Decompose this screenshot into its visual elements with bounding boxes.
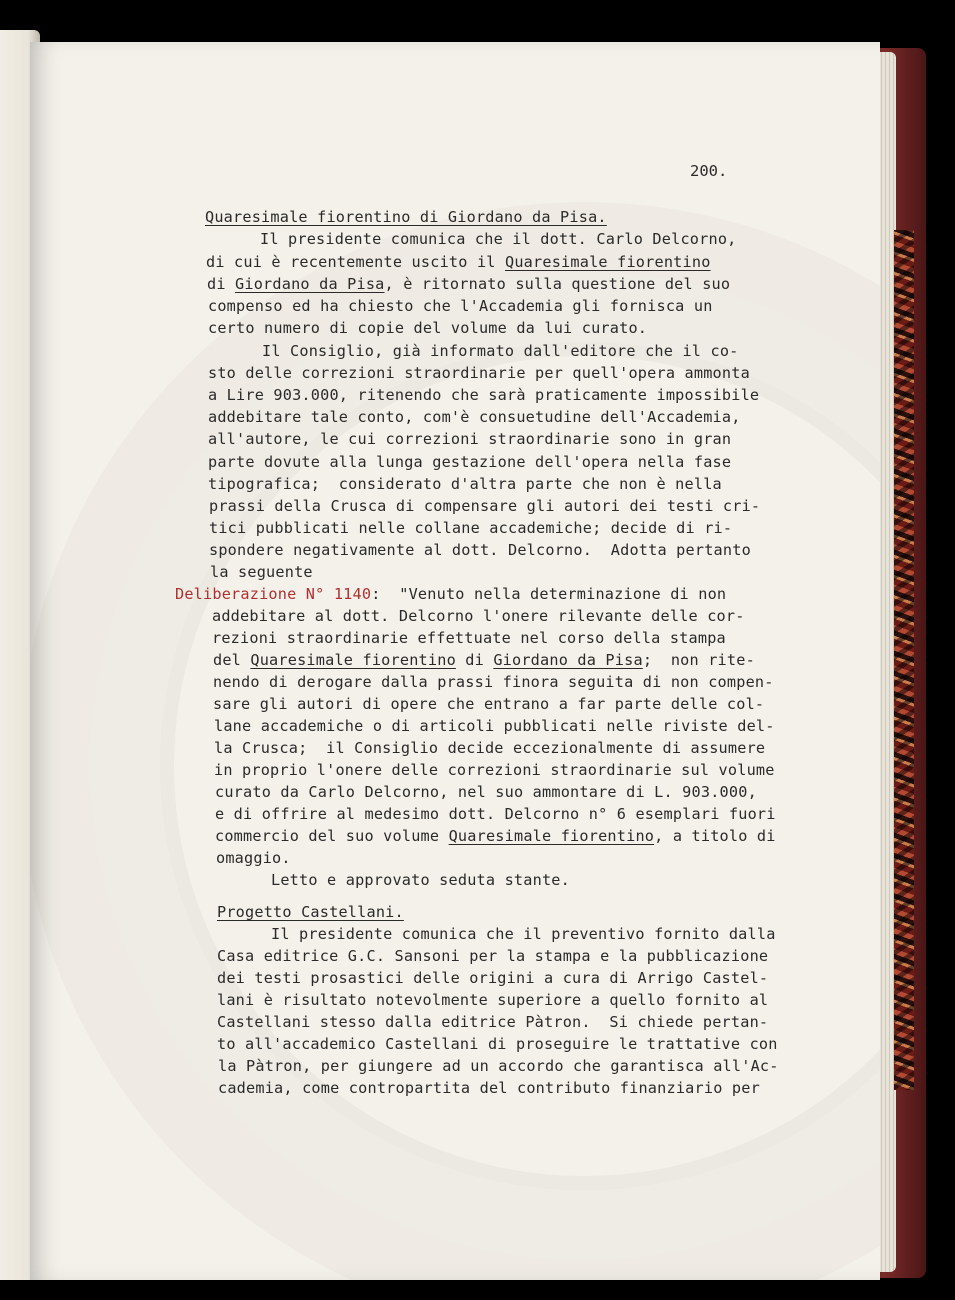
text-line: all'autore, le cui correzioni straordinarie sono in gran — [208, 430, 732, 448]
marbled-endpaper — [894, 230, 914, 1090]
text-line: del Quaresimale fiorentino di Giordano da Pisa; non rite- — [213, 651, 755, 669]
document-page — [30, 42, 880, 1280]
text-line: curato da Carlo Delcorno, nel suo ammontare di L. 903.000, — [215, 783, 757, 801]
text-line: spondere negativamente al dott. Delcorno. Adotta pertanto — [209, 541, 751, 559]
text-line: rezioni straordinarie effettuate nel corso della stampa — [212, 629, 726, 647]
text-line: Castellani stesso dalla editrice Pàtron. Si chiede pertan- — [217, 1013, 769, 1031]
text-line: compenso ed ha chiesto che l'Accademia gli fornisca un — [208, 297, 713, 315]
text-line: cademia, come contropartita del contributo finanziario per — [218, 1079, 760, 1097]
text-line: addebitare tale conto, com'è consuetudine dell'Accademia, — [208, 408, 741, 426]
text-line: certo numero di copie del volume da lui curato. — [208, 319, 648, 337]
text-line: nendo di derogare dalla prassi finora seguita di non compen- — [213, 673, 774, 691]
text-line: tici pubblicati nelle collane accademiche; decide di ri- — [209, 519, 733, 537]
approval-line: Letto e approvato seduta stante. — [271, 871, 570, 889]
section-heading-castellani: Progetto Castellani. — [217, 903, 404, 921]
text-line: dei testi prosastici delle origini a cura di Arrigo Castel- — [217, 969, 769, 987]
book-title: Quaresimale fiorentino — [250, 651, 456, 669]
text-line: lane accademiche o di articoli pubblicati nelle riviste del- — [214, 717, 775, 735]
text-line: di cui è recentemente uscito il Quaresimale fiorentino — [206, 253, 711, 271]
text-line: la Pàtron, per giungere ad un accordo che garantisca all'Ac- — [218, 1057, 779, 1075]
text-line: di Giordano da Pisa, è ritornato sulla questione del suo — [207, 275, 731, 293]
text-line: la seguente — [210, 563, 313, 581]
text-line: la Crusca; il Consiglio decide eccezionalmente di assumere — [214, 739, 766, 757]
text-line: prassi della Crusca di compensare gli autori dei testi cri- — [209, 497, 761, 515]
text-line: addebitare al dott. Delcorno l'onere rilevante delle cor- — [212, 607, 745, 625]
text-line: parte dovute alla lunga gestazione dell'opera nella fase — [208, 453, 732, 471]
page-number: 200. — [690, 162, 728, 180]
section-heading-quaresimale: Quaresimale fiorentino di Giordano da Pisa. — [205, 208, 607, 226]
text-line: Casa editrice G.C. Sansoni per la stampa e la pubblicazione — [217, 947, 769, 965]
book-title: Quaresimale fiorentino — [505, 253, 711, 271]
text-line: a Lire 903.000, ritenendo che sarà praticamente impossibile — [208, 386, 760, 404]
deliberation-label: Deliberazione N° 1140 — [175, 585, 372, 603]
text-line: Deliberazione N° 1140: "Venuto nella determinazione di non — [175, 585, 727, 603]
author-name: Giordano da Pisa — [493, 651, 643, 669]
text-line: Il presidente comunica che il dott. Carlo Delcorno, — [260, 230, 737, 248]
author-name: Giordano da Pisa — [235, 275, 385, 293]
text-line: sto delle correzioni straordinarie per quell'opera ammonta — [208, 364, 750, 382]
text-line: in proprio l'onere delle correzioni straordinarie sul volume — [214, 761, 775, 779]
text-line: e di offrire al medesimo dott. Delcorno n° 6 esemplari fuori — [215, 805, 776, 823]
text-line: tipografica; considerato d'altra parte che non è nella — [208, 475, 722, 493]
text-line: Il Consiglio, già informato dall'editore che il co- — [262, 342, 739, 360]
text-line: Il presidente comunica che il preventivo fornito dalla — [271, 925, 776, 943]
book-title: Quaresimale fiorentino — [448, 827, 655, 845]
text-line: omaggio. — [216, 849, 291, 867]
text-line: sare gli autori di opere che entrano a far parte delle col- — [213, 695, 765, 713]
text-line: commercio del suo volume Quaresimale fiorentino, a titolo di — [215, 827, 776, 845]
text-line: to all'accademico Castellani di proseguire le trattative con — [217, 1035, 778, 1053]
text-line: lani è risultato notevolmente superiore a quello fornito al — [217, 991, 769, 1009]
